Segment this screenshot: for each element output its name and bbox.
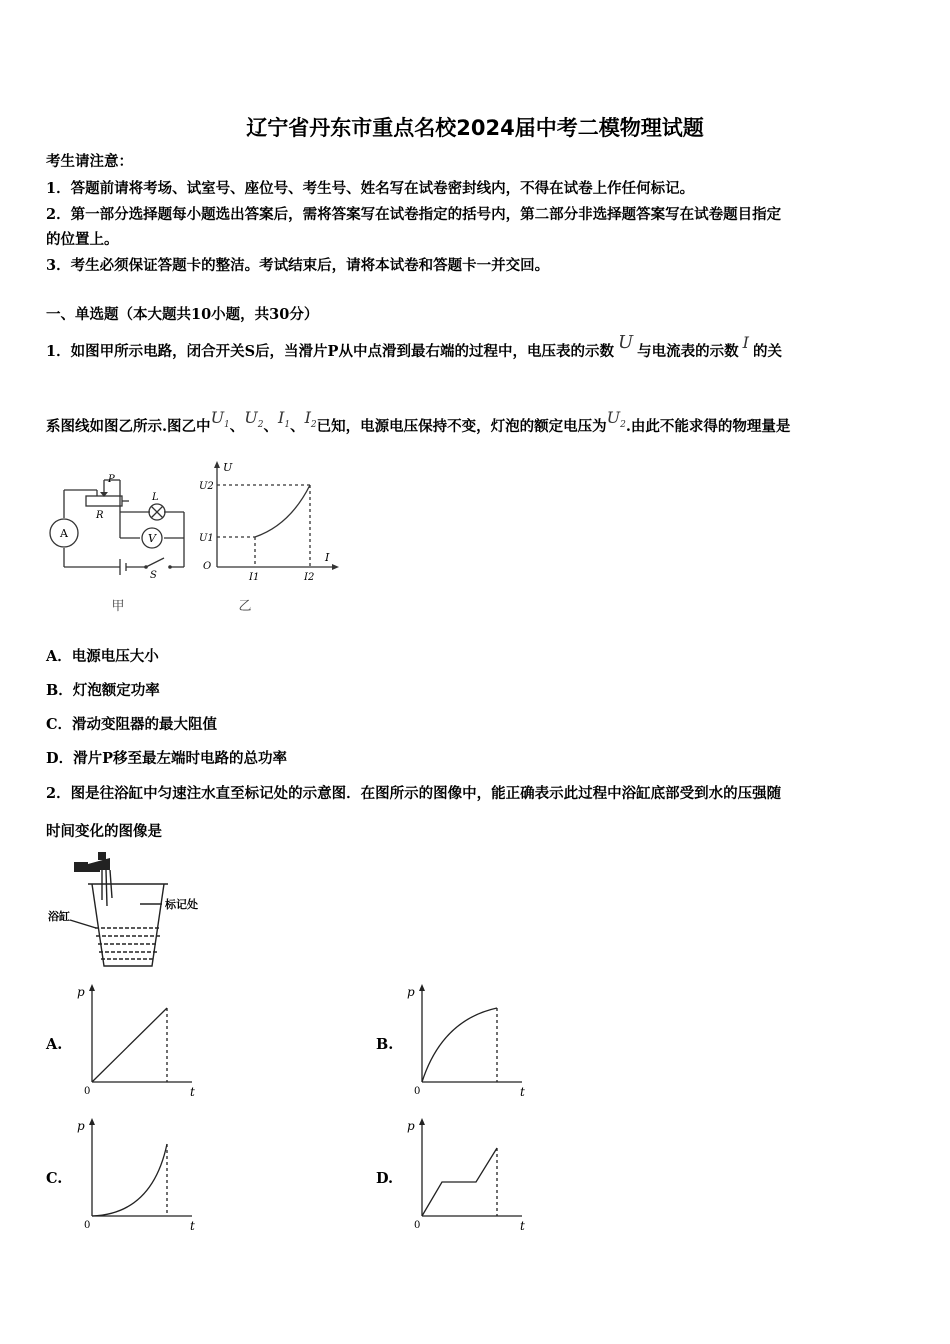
- i1-tick-label: I1: [249, 572, 260, 583]
- graph-c: [72, 1114, 202, 1234]
- q2-line1: 2．图是往浴缸中匀速注水直至标记处的示意图．在图所示的图像中，能正确表示此过程中浴缸底部受到水的压强随: [46, 785, 782, 802]
- t-axis-label: t: [190, 1085, 195, 1099]
- notice-heading: 考生请注意：: [46, 153, 133, 170]
- q1-text: .由此不能求得的物理量是: [625, 418, 791, 435]
- q2-option-b[interactable]: B.: [376, 1036, 394, 1053]
- q1-var: U: [244, 408, 258, 427]
- p-axis-label: p: [407, 985, 415, 999]
- q1-var-sub: 1: [284, 419, 291, 430]
- switch-s-label: S: [150, 570, 157, 581]
- p-axis-arrow-icon: [89, 984, 95, 991]
- graph-d: [402, 1114, 532, 1234]
- q1-option-c[interactable]: C．滑动变阻器的最大阻值: [46, 716, 218, 733]
- q1-var-sub: 2: [257, 419, 264, 430]
- q1-var: I: [278, 408, 285, 427]
- t-axis-label: t: [190, 1219, 195, 1233]
- graph-b: [402, 980, 532, 1100]
- origin-label: O: [203, 561, 212, 572]
- q1-text: 已知，电源电压保持不变，灯泡的额定电压为: [316, 418, 607, 435]
- notice-item: 2．第一部分选择题每小题选出答案后，需将答案写在试卷指定的括号内，第二部分非选择题答案写在试卷题目指定: [46, 206, 782, 223]
- origin-label: 0: [414, 1220, 421, 1231]
- q1-text: 与电流表的示数: [637, 343, 739, 360]
- q1-var-sub: 2: [620, 419, 626, 430]
- faucet-icon: [88, 858, 110, 872]
- q1-line1: [46, 332, 782, 361]
- q1-var-u: U: [617, 332, 634, 353]
- p-axis-label: p: [77, 1119, 85, 1133]
- figure-caption: 甲: [111, 599, 125, 614]
- slider-p-label: P: [108, 474, 115, 485]
- q1-sep: 、: [229, 418, 245, 435]
- notice-item: 3．考生必须保证答题卡的整洁。考试结束后，请将本试卷和答题卡一并交回。: [46, 257, 550, 274]
- mark-label: 标记处: [165, 898, 198, 911]
- u2-tick-label: U2: [199, 481, 214, 492]
- q1-option-b[interactable]: B．灯泡额定功率: [46, 682, 160, 699]
- q1-option-a[interactable]: A．电源电压大小: [46, 648, 159, 665]
- p-axis-label: p: [77, 985, 85, 999]
- q2-option-c[interactable]: C.: [46, 1170, 63, 1187]
- u-axis-label: U: [223, 461, 233, 474]
- p-axis-arrow-icon: [419, 1118, 425, 1125]
- bathtub-figure: [44, 848, 224, 973]
- origin-label: 0: [84, 1086, 91, 1097]
- tub-label: 浴缸: [48, 910, 70, 923]
- q1-option-d[interactable]: D．滑片P移至最左端时电路的总功率: [46, 750, 287, 767]
- notice-item: 1．答题前请将考场、试室号、座位号、考生号、姓名写在试卷密封线内，不得在试卷上作任何标记。: [46, 180, 695, 197]
- t-axis-label: t: [520, 1085, 525, 1099]
- i-axis-label: I: [325, 551, 330, 564]
- u1-tick-label: U1: [199, 533, 214, 544]
- u-axis-arrow-icon: [214, 461, 220, 468]
- q1-var-i: I: [742, 333, 749, 352]
- ammeter-label: A: [60, 527, 68, 540]
- q1-var: I: [304, 408, 311, 427]
- rheostat-r-label: R: [96, 510, 104, 521]
- p-axis-label: p: [407, 1119, 415, 1133]
- q1-var: U: [606, 408, 621, 427]
- notice-item: 的位置上。: [46, 231, 119, 248]
- q1-text: 系图线如图乙所示.图乙中: [46, 418, 211, 435]
- q1-var-sub: 2: [310, 419, 317, 430]
- q1-sep: 、: [263, 418, 278, 435]
- origin-label: 0: [84, 1220, 91, 1231]
- q1-var: U: [210, 408, 225, 427]
- lamp-l-label: L: [152, 492, 159, 503]
- t-axis-label: t: [520, 1219, 525, 1233]
- page-title: 辽宁省丹东市重点名校2024届中考二模物理试题: [246, 116, 704, 140]
- graph-a: [72, 980, 202, 1100]
- circuit-diagram: [40, 470, 190, 620]
- p-axis-arrow-icon: [89, 1118, 95, 1125]
- q2-line2: 时间变化的图像是: [46, 823, 162, 840]
- q1-text: 的关: [752, 343, 782, 360]
- voltmeter-label: V: [148, 532, 156, 545]
- p-axis-arrow-icon: [419, 984, 425, 991]
- faucet-handle-icon: [74, 862, 88, 872]
- i-axis-arrow-icon: [332, 564, 339, 570]
- section-heading: 一、单选题（本大题共10小题，共30分）: [46, 306, 319, 323]
- q1-text: 1．如图甲所示电路，闭合开关S后，当滑片P从中点滑到最右端的过程中，电压表的示数: [46, 343, 614, 360]
- figure-caption: 乙: [238, 599, 252, 614]
- q2-option-d[interactable]: D.: [376, 1170, 394, 1187]
- q2-option-a[interactable]: A.: [46, 1036, 63, 1053]
- q1-line2: [46, 408, 791, 438]
- ui-graph: [195, 455, 345, 620]
- i2-tick-label: I2: [304, 572, 315, 583]
- q1-var-sub: 1: [224, 419, 230, 430]
- q1-sep: 、: [290, 418, 305, 435]
- origin-label: 0: [414, 1086, 421, 1097]
